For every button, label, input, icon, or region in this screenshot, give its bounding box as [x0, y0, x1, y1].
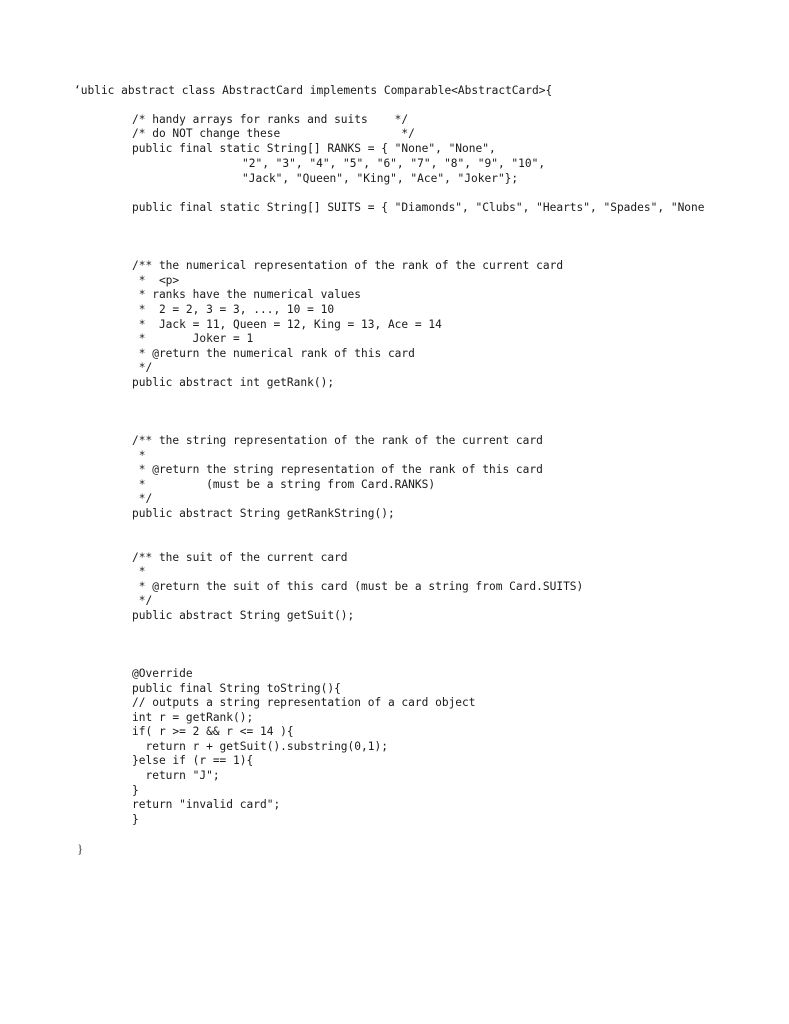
javadoc-line: * @return the suit of this card (must be a string from Card.SUITS): [132, 580, 584, 593]
javadoc-line: * Joker = 1: [132, 332, 254, 345]
code-statement: if( r >= 2 && r <= 14 ){: [132, 725, 294, 738]
code-statement: int r = getRank();: [132, 711, 254, 724]
to-string-declaration: public final String toString(){: [132, 682, 341, 695]
code-statement: return r + getSuit().substring(0,1);: [132, 740, 388, 753]
ranks-values: "Jack", "Queen", "King", "Ace", "Joker"};: [242, 172, 519, 185]
code-statement: return "J";: [132, 769, 220, 782]
class-closing-brace: }: [77, 841, 84, 856]
javadoc-line: *: [132, 449, 146, 462]
class-declaration: ‘ublic abstract class AbstractCard implements Comparable<AbstractCard>{: [74, 84, 553, 97]
javadoc-line: *: [132, 565, 146, 578]
ranks-declaration: public final static String[] RANKS = { "None", "None",: [132, 142, 496, 155]
suits-declaration: public final static String[] SUITS = { "Diamonds", "Clubs", "Hearts", "Spades", "None: [132, 201, 705, 214]
comment-line: /* do NOT change these */: [132, 127, 415, 140]
javadoc-line: * <p>: [132, 274, 180, 287]
ranks-values: "2", "3", "4", "5", "6", "7", "8", "9", "10",: [242, 157, 546, 170]
javadoc-line: * 2 = 2, 3 = 3, ..., 10 = 10: [132, 303, 335, 316]
get-suit-declaration: public abstract String getSuit();: [132, 609, 355, 622]
code-statement: return "invalid card";: [132, 798, 281, 811]
get-rank-string-declaration: public abstract String getRankString();: [132, 507, 395, 520]
javadoc-line: */: [132, 361, 153, 374]
get-rank-declaration: public abstract int getRank();: [132, 376, 335, 389]
code-statement: }else if (r == 1){: [132, 754, 254, 767]
javadoc-line: /** the suit of the current card: [132, 551, 348, 564]
javadoc-line: * ranks have the numerical values: [132, 288, 362, 301]
javadoc-line: /** the numerical representation of the rank of the current card: [132, 259, 564, 272]
javadoc-line: * @return the numerical rank of this card: [132, 347, 415, 360]
override-annotation: @Override: [132, 667, 193, 680]
code-statement: }: [132, 784, 139, 797]
javadoc-line: */: [132, 492, 153, 505]
method-closing-brace: }: [132, 813, 139, 826]
javadoc-line: /** the string representation of the rank of the current card: [132, 434, 543, 447]
comment-line: /* handy arrays for ranks and suits */: [132, 113, 409, 126]
javadoc-line: * (must be a string from Card.RANKS): [132, 478, 436, 491]
javadoc-line: * @return the string representation of the rank of this card: [132, 463, 543, 476]
code-comment: // outputs a string representation of a card object: [132, 696, 476, 709]
javadoc-line: * Jack = 11, Queen = 12, King = 13, Ace = 14: [132, 318, 442, 331]
javadoc-line: */: [132, 594, 153, 607]
